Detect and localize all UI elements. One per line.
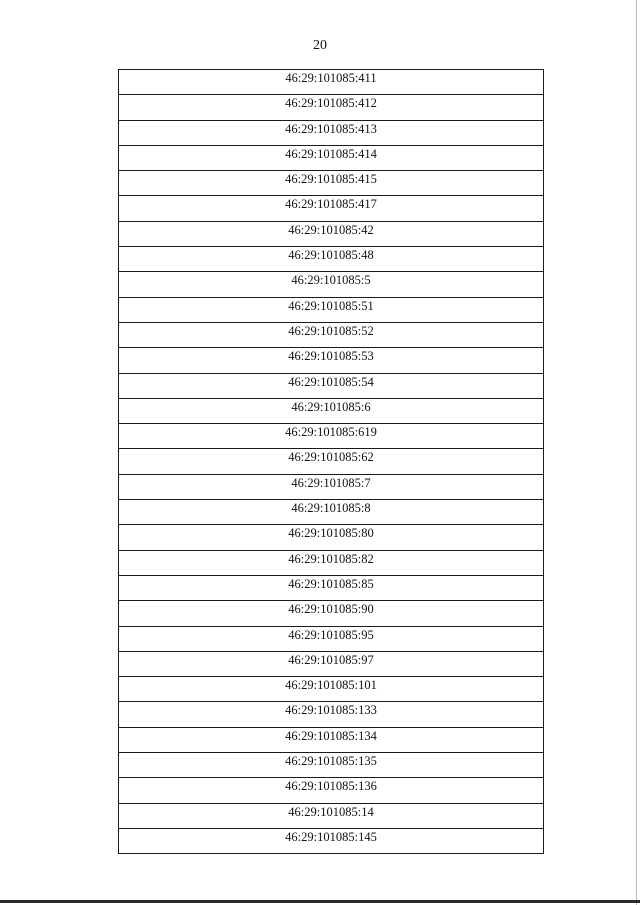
table-row (119, 575, 544, 600)
table-row (119, 677, 544, 702)
table-row (119, 272, 544, 297)
cadastral-number-table-body (119, 70, 544, 854)
table-row (119, 550, 544, 575)
cadastral-number-cell: 46:29:101085:14 (119, 803, 544, 828)
table-row (119, 424, 544, 449)
table-row (119, 601, 544, 626)
cadastral-number-cell: 46:29:101085:135 (119, 753, 544, 778)
table-row (119, 727, 544, 752)
scan-edge-line (636, 0, 637, 905)
table-row (119, 297, 544, 322)
cadastral-number-cell: 46:29:101085:51 (119, 297, 544, 322)
table-row (119, 803, 544, 828)
cadastral-number-table (118, 69, 544, 854)
cadastral-number-cell: 46:29:101085:80 (119, 525, 544, 550)
table-row (119, 778, 544, 803)
table-row (119, 171, 544, 196)
table-row (119, 95, 544, 120)
table-row (119, 753, 544, 778)
cadastral-number-cell: 46:29:101085:412 (119, 95, 544, 120)
table-row (119, 525, 544, 550)
table-row (119, 120, 544, 145)
table-row (119, 247, 544, 272)
cadastral-number-cell: 46:29:101085:97 (119, 651, 544, 676)
cadastral-number-cell: 46:29:101085:42 (119, 221, 544, 246)
table-row (119, 348, 544, 373)
cadastral-number-cell: 46:29:101085:52 (119, 322, 544, 347)
cadastral-number-cell: 46:29:101085:5 (119, 272, 544, 297)
table-row (119, 373, 544, 398)
cadastral-number-cell: 46:29:101085:411 (119, 70, 544, 95)
table-row (119, 145, 544, 170)
table-row (119, 474, 544, 499)
cadastral-number-cell: 46:29:101085:53 (119, 348, 544, 373)
table-row (119, 702, 544, 727)
cadastral-number-cell: 46:29:101085:85 (119, 575, 544, 600)
table-row (119, 322, 544, 347)
cadastral-number-cell: 46:29:101085:414 (119, 145, 544, 170)
cadastral-number-cell: 46:29:101085:417 (119, 196, 544, 221)
table-row (119, 828, 544, 853)
cadastral-number-cell: 46:29:101085:6 (119, 398, 544, 423)
cadastral-number-cell: 46:29:101085:619 (119, 424, 544, 449)
cadastral-number-cell: 46:29:101085:133 (119, 702, 544, 727)
cadastral-number-cell: 46:29:101085:7 (119, 474, 544, 499)
table-row (119, 500, 544, 525)
table-row (119, 651, 544, 676)
cadastral-number-cell: 46:29:101085:413 (119, 120, 544, 145)
scan-bottom-edge (0, 900, 640, 903)
cadastral-number-cell: 46:29:101085:136 (119, 778, 544, 803)
table-row (119, 449, 544, 474)
cadastral-number-cell: 46:29:101085:95 (119, 626, 544, 651)
cadastral-number-cell: 46:29:101085:415 (119, 171, 544, 196)
table-row (119, 70, 544, 95)
cadastral-number-cell: 46:29:101085:8 (119, 500, 544, 525)
table-row (119, 221, 544, 246)
cadastral-number-cell: 46:29:101085:62 (119, 449, 544, 474)
page-number: 20 (313, 38, 327, 53)
cadastral-number-cell: 46:29:101085:145 (119, 828, 544, 853)
cadastral-number-cell: 46:29:101085:82 (119, 550, 544, 575)
table-row (119, 196, 544, 221)
table-row (119, 398, 544, 423)
cadastral-number-cell: 46:29:101085:134 (119, 727, 544, 752)
cadastral-number-cell: 46:29:101085:54 (119, 373, 544, 398)
cadastral-number-cell: 46:29:101085:48 (119, 247, 544, 272)
cadastral-number-cell: 46:29:101085:101 (119, 677, 544, 702)
cadastral-number-cell: 46:29:101085:90 (119, 601, 544, 626)
table-row (119, 626, 544, 651)
